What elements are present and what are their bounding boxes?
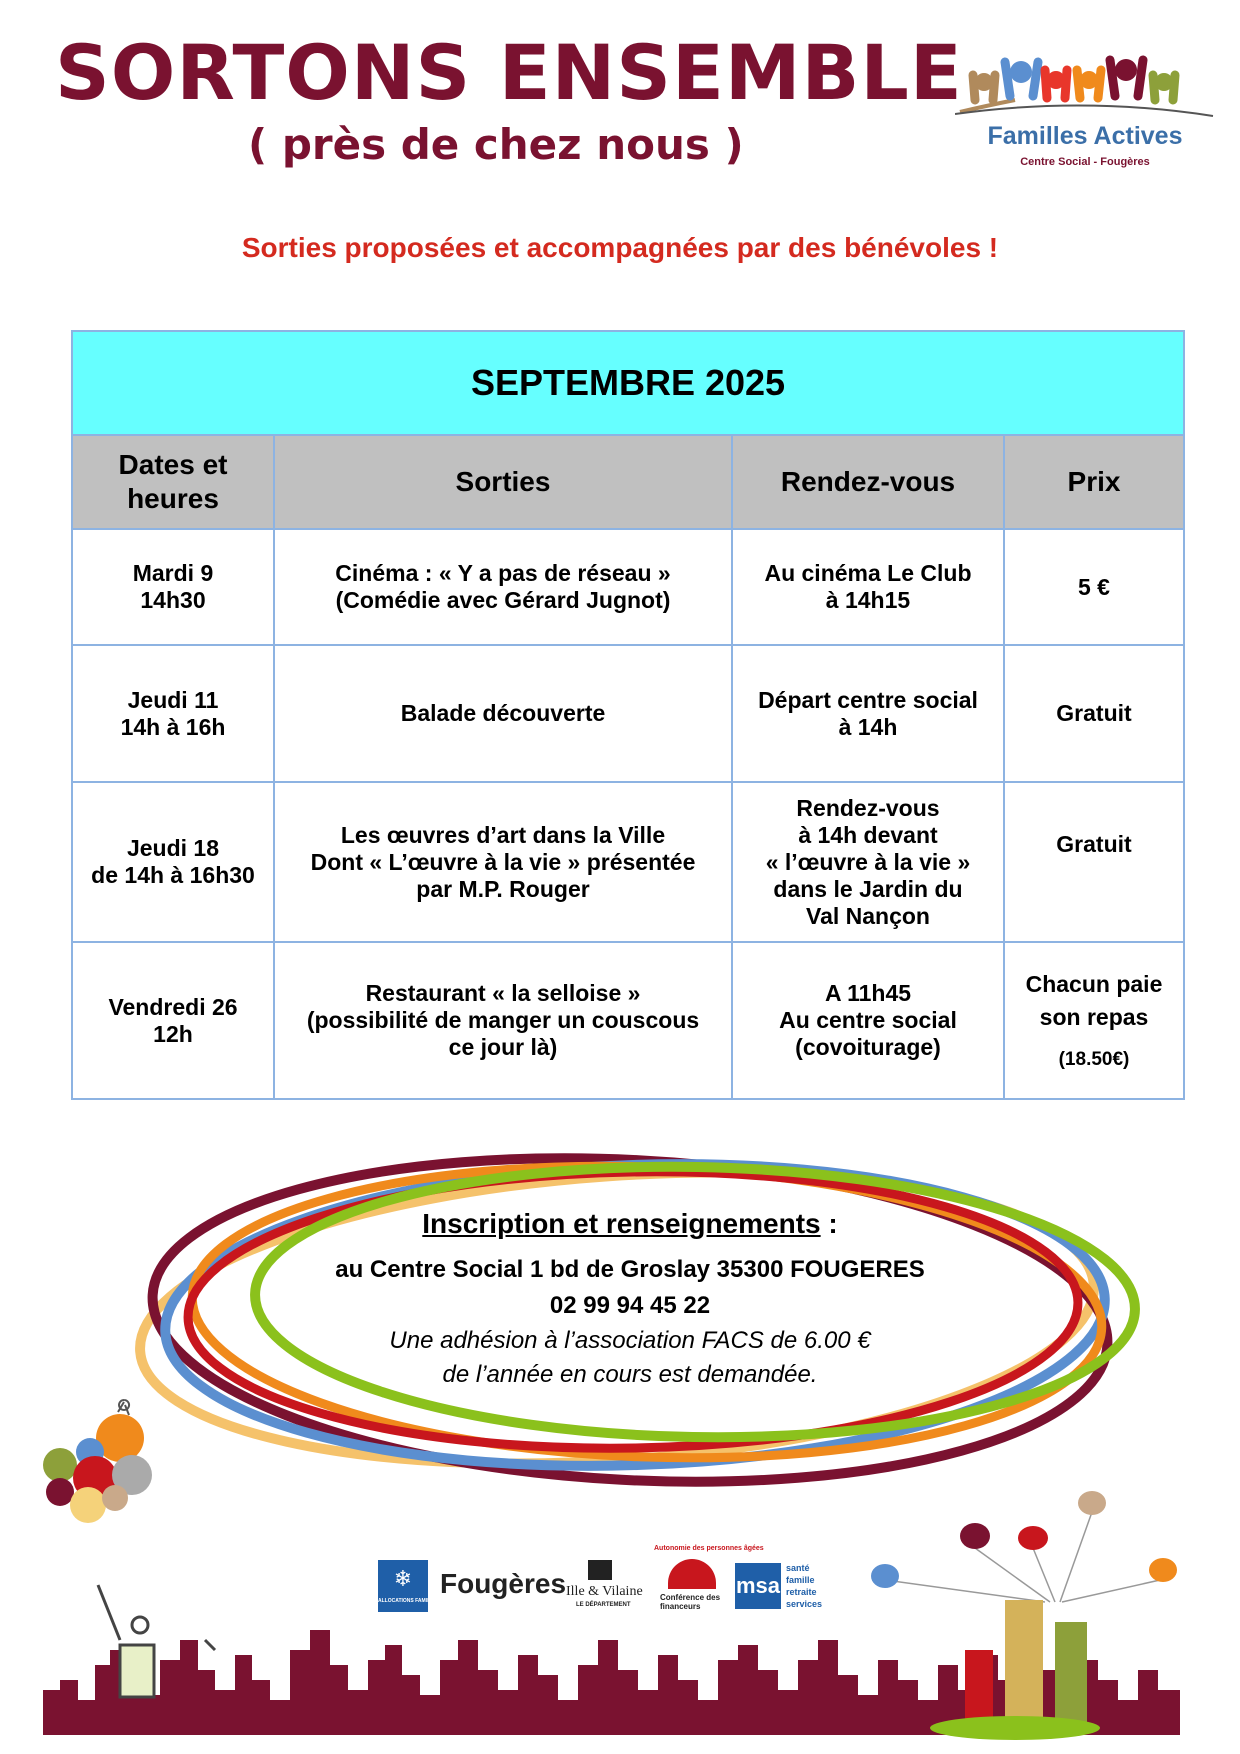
- time: 14h30: [140, 587, 206, 613]
- column-header-dates: Dates et heures: [72, 435, 274, 529]
- rdv-line: à 14h15: [825, 587, 911, 613]
- tagline: Sorties proposées et accompagnées par des bénévoles !: [241, 232, 999, 263]
- time: 14h à 16h: [120, 713, 226, 740]
- rdv-line: à 14h devant: [798, 821, 938, 848]
- prix-text: Chacun paie son repas: [1025, 971, 1163, 1030]
- msa-line: services: [786, 1599, 823, 1609]
- sortie-line: par M.P. Rouger: [416, 875, 590, 902]
- caf-emblem-icon: ❄: [393, 1566, 413, 1591]
- rdv-line: Au cinéma Le Club: [764, 560, 972, 586]
- page-title: SORTONS ENSEMBLE: [55, 28, 963, 117]
- conference-arc-text: Autonomie des personnes âgées: [654, 1545, 764, 1552]
- msa-line: santé: [786, 1563, 810, 1573]
- time: 12h: [153, 1020, 193, 1047]
- prix-cell: 5 €: [1004, 529, 1184, 645]
- fougeres-logo: Fougères: [440, 1568, 567, 1599]
- column-header-rendez-vous: Rendez-vous: [732, 435, 1004, 529]
- page-subtitle: ( près de chez nous ): [248, 120, 744, 169]
- rdv-line: (covoiturage): [795, 1034, 941, 1060]
- rdv-line: Départ centre social: [758, 686, 978, 713]
- column-header-prix: Prix: [1004, 435, 1184, 529]
- ille-vilaine-label: Ille & Vilaine: [566, 1584, 643, 1599]
- date: Jeudi 11: [127, 686, 219, 713]
- prix-cell: Gratuit: [1004, 645, 1184, 782]
- sortie-line: Balade découverte: [400, 700, 606, 726]
- rdv-line: à 14h: [838, 713, 898, 740]
- date: Mardi 9: [132, 560, 214, 586]
- logo-name: Familles Actives: [987, 122, 1183, 150]
- membership-note: Une adhésion à l’association FACS de 6.00 €: [389, 1327, 871, 1354]
- msa-line: famille: [786, 1575, 815, 1585]
- logo-subtitle: Centre Social - Fougères: [1020, 156, 1150, 168]
- msa-services: [786, 1562, 822, 1610]
- time: de 14h à 16h30: [91, 862, 255, 888]
- rdv-line: A 11h45: [824, 980, 912, 1006]
- sortie-line: (possibilité de manger un couscous: [306, 1007, 700, 1033]
- membership-note-2: de l’année en cours est demandée.: [442, 1361, 818, 1388]
- sortie-line: Restaurant « la selloise »: [365, 980, 641, 1006]
- phone-number: 02 99 94 45 22: [549, 1292, 711, 1319]
- column-header-sorties: Sorties: [274, 435, 732, 529]
- sortie-line: Les œuvres d’art dans la Ville: [340, 821, 666, 848]
- rdv-line: Au centre social: [779, 1007, 957, 1033]
- address: au Centre Social 1 bd de Groslay 35300 FOUGERES: [335, 1256, 925, 1283]
- sortie-line: Dont « L’œuvre à la vie » présentée: [310, 848, 696, 875]
- rdv-line: Val Nançon: [806, 902, 930, 929]
- prix-note: (18.50€): [1058, 1049, 1130, 1070]
- info-title: Inscription et renseignements: [422, 1208, 821, 1239]
- ille-vilaine-emblem-icon: [588, 1560, 612, 1580]
- date: Vendredi 26: [108, 993, 238, 1020]
- month-heading: SEPTEMBRE 2025: [72, 331, 1184, 435]
- date: Jeudi 18: [126, 835, 220, 861]
- info-colon: :: [820, 1208, 838, 1239]
- sortie-line: (Comédie avec Gérard Jugnot): [335, 587, 671, 613]
- ille-vilaine-sub: LE DÉPARTEMENT: [576, 1602, 631, 1608]
- rdv-line: « l’œuvre à la vie »: [765, 848, 971, 875]
- caf-label: ALLOCATIONS FAMILIALES: [378, 1598, 445, 1604]
- sortie-line: Cinéma : « Y a pas de réseau »: [335, 560, 671, 586]
- sortie-line: ce jour là): [448, 1034, 558, 1060]
- prix-cell: Gratuit: [1004, 782, 1184, 942]
- msa-line: retraite: [786, 1587, 817, 1597]
- ille-vilaine-logo: [566, 1560, 646, 1612]
- rdv-line: dans le Jardin du: [773, 875, 963, 902]
- rdv-line: Rendez-vous: [796, 794, 940, 821]
- msa-logo: msa: [735, 1563, 781, 1609]
- balloons-right-icon: [871, 1491, 1177, 1602]
- conference-label: Conférence des financeurs: [660, 1593, 721, 1611]
- conference-emblem-icon: [668, 1559, 716, 1589]
- balloons-left-icon: [43, 1400, 152, 1523]
- caf-logo: [378, 1560, 445, 1612]
